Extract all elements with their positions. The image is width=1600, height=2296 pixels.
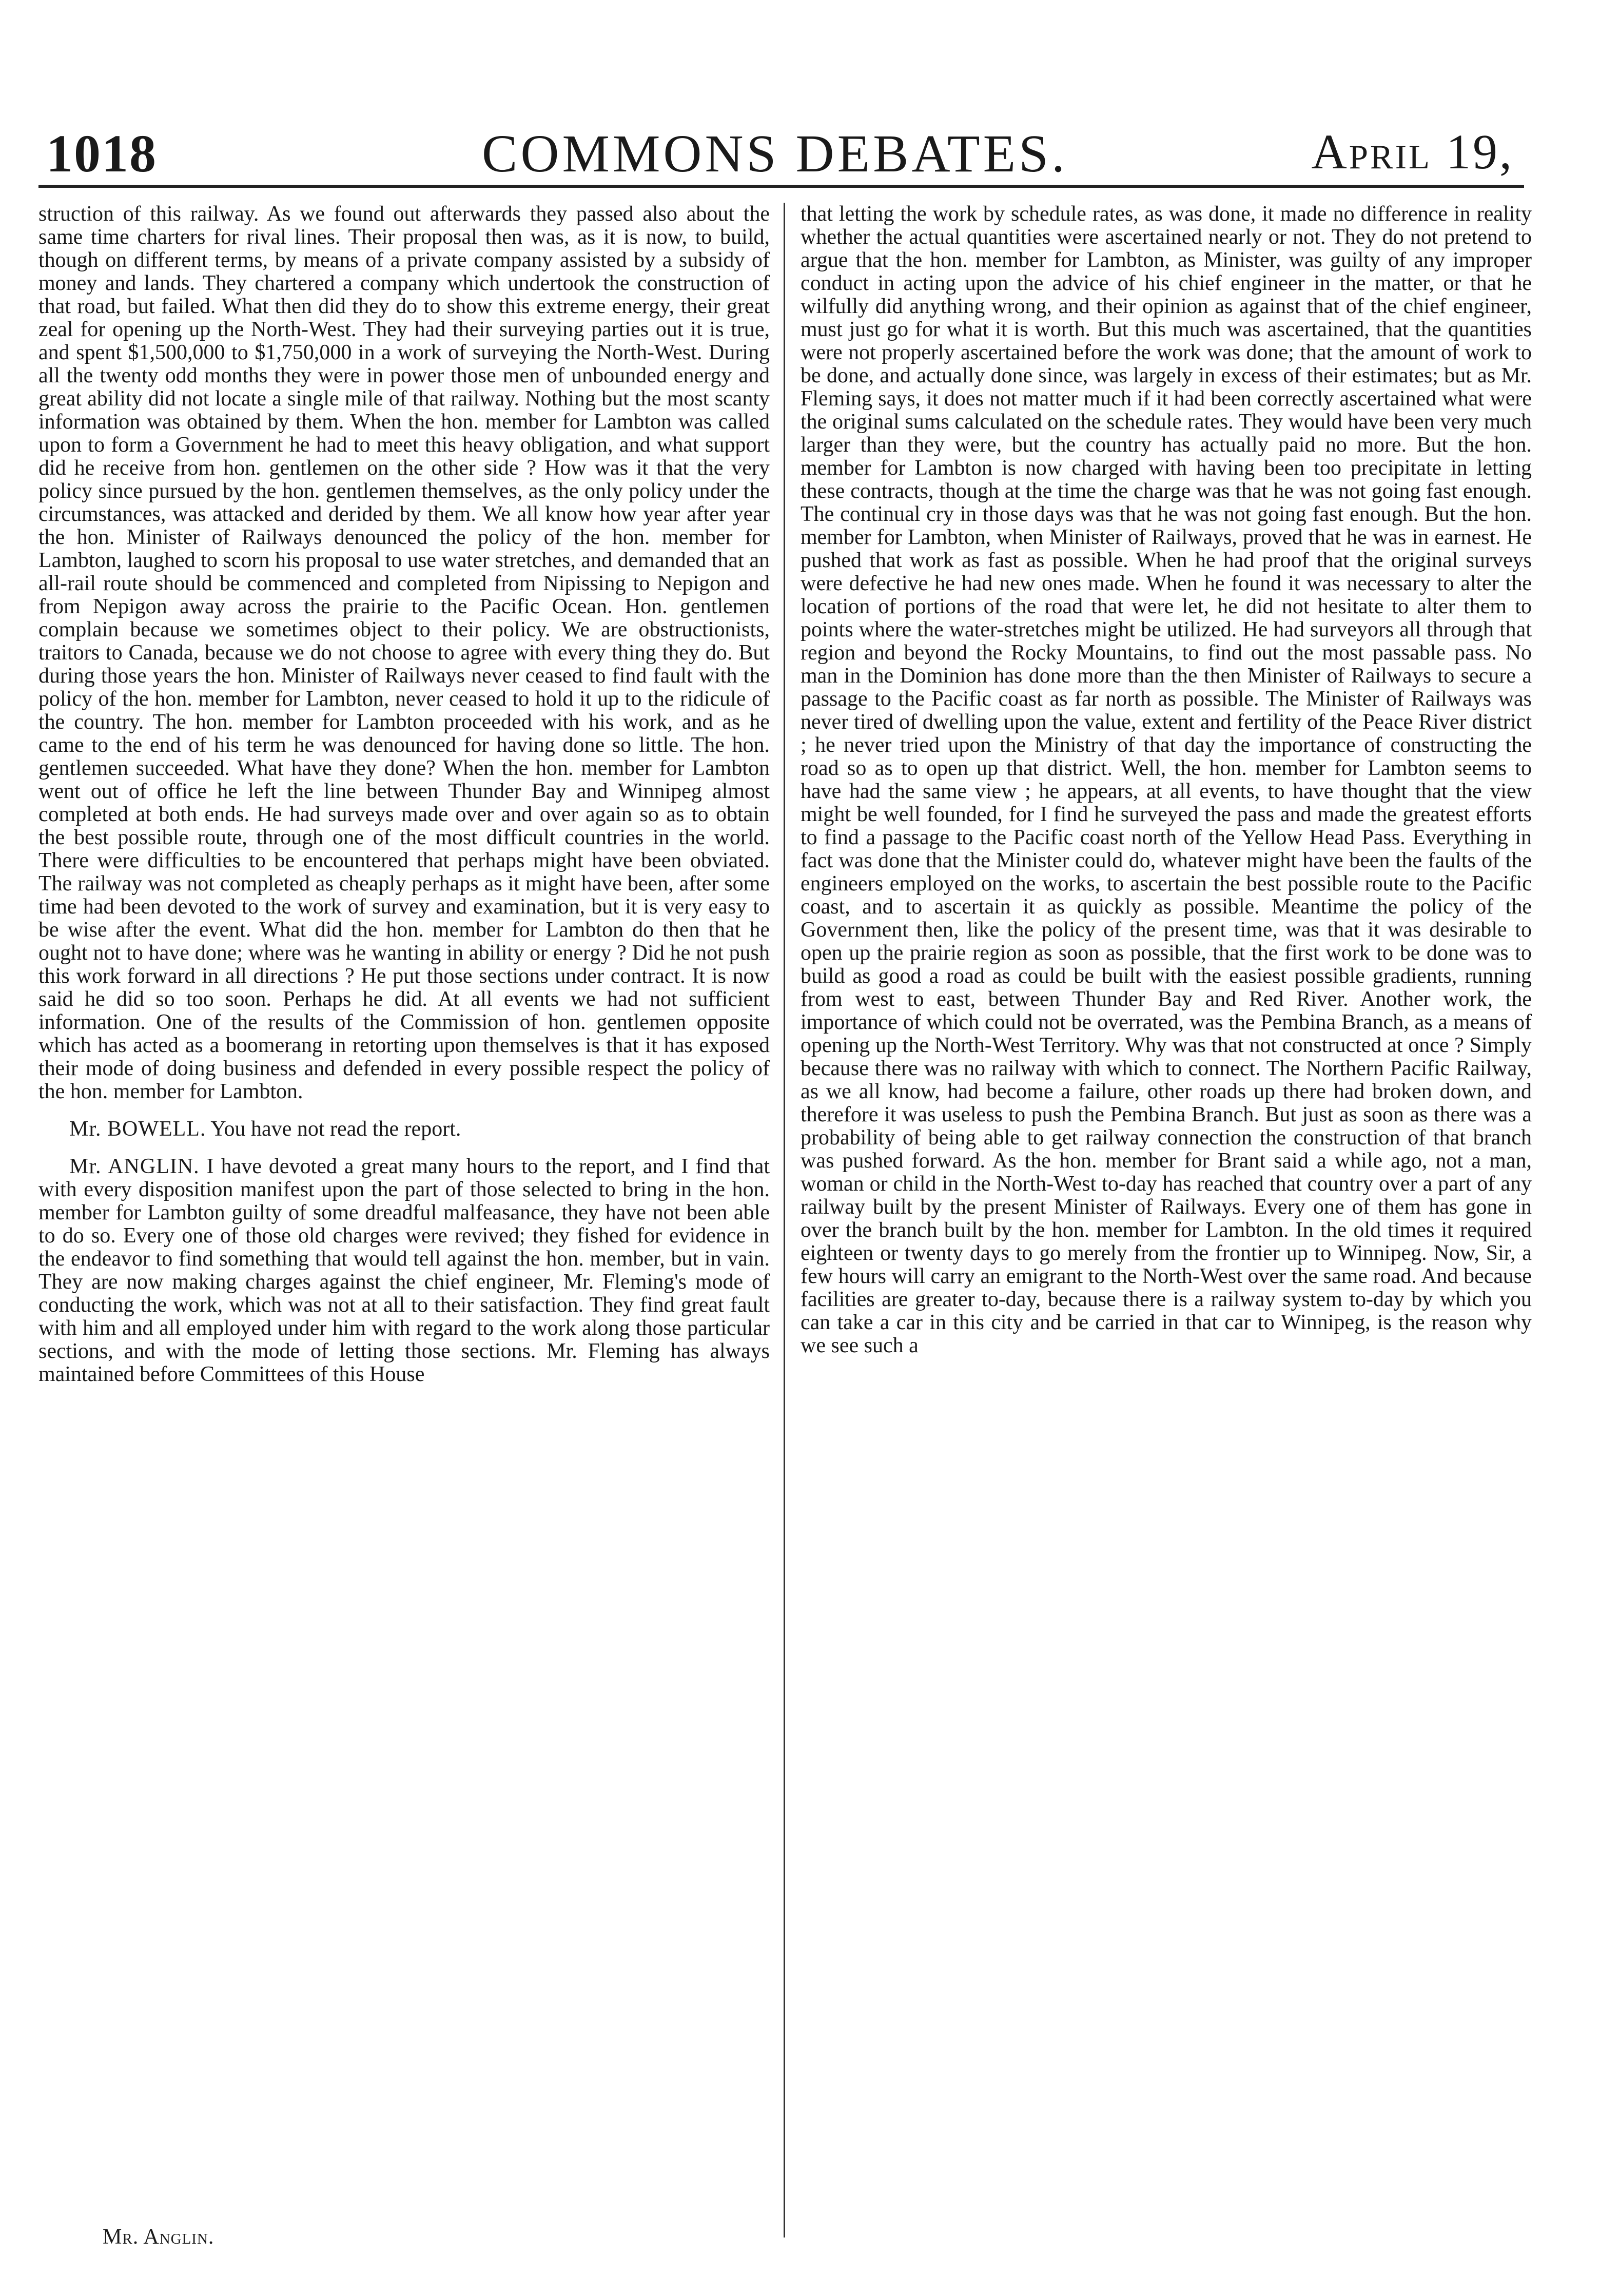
publication-title: COMMONS DEBATES. xyxy=(482,124,1068,183)
left-paragraph-1: struction of this railway. As we found out afterwards they passed also about the same time charters for rival lines. Their proposal then was, as it is now, to build, though on different terms, by means of a private company assisted by a subsidy of money and lands. They chartered a company which undertook the construction of that road, but failed. What then did they do to show this extreme energy, their great zeal for opening up the North-West. They had their surveying parties out it is true, and spent $1,500,000 to $1,750,000 in a work of surveying the North-West. During all the twenty odd months they were in power those men of unbounded energy and great ability did not locate a single mile of that railway. Nothing but the most scanty information was obtained by them. When the hon. member for Lambton was called upon to form a Government he had to meet this heavy obligation, and what support did he receive from hon. gentlemen on the other side ? How was it that the very policy since pursued by the hon. gentlemen themselves, as the only policy under the circumstances, was attacked and derided by them. We all know how year after year the hon. Minister of Railways denounced the policy of the hon. member for Lambton, laughed to scorn his proposal to use water stretches, and demanded that an all-rail route should be commenced and completed from Nipissing to Nepigon and from Nepigon away across the prairie to the Pacific Ocean. Hon. gentlemen complain because we sometimes object to their policy. We are obstructionists, traitors to Canada, because we do not choose to agree with every thing they do. But during those years the hon. Minister of Railways never ceased to find fault with the policy of the hon. member for Lambton, never ceased to hold it up to the ridicule of the country. The hon. member for Lambton proceeded with his work, and as he came to the end of his term he was denounced for having done so little. The hon. gentlemen succeeded. What have they done? When the hon. member for Lambton went out of office he left the line between Thunder Bay and Winnipeg almost completed at both ends. He had surveys made over and over again so as to obtain the best possible route, through one of the most difficult countries in the world. There were difficulties to be encountered that perhaps might have been obviated. The railway was not completed as cheaply perhaps as it might have been, after some time had been devoted to the work of survey and examination, but it is very easy to be wise after the event. What did the hon. member for Lambton do then that he ought not to have done; where was he wanting in ability or energy ? Did he not push this work forward in all directions ? He put those sections under contract. It is now said he did so too soon. Perhaps he did. At all events we had not sufficient information. One of the results of the Commission of hon. gentlemen opposite which has acted as a boomerang in retorting upon themselves is that it has exposed their mode of doing business and defended in every possible respect the policy of the hon. member for Lambton. xyxy=(38,203,770,1103)
right-column xyxy=(801,203,1532,2237)
page-header xyxy=(36,103,1514,185)
bowell-paragraph xyxy=(38,1118,770,1141)
anglin-paragraph xyxy=(38,1155,770,1386)
column-divider xyxy=(784,203,785,2237)
speech-text: You have not read the report. xyxy=(210,1117,461,1141)
speaker-name: Mr. ANGLIN. xyxy=(69,1155,200,1178)
page-number: 1018 xyxy=(46,124,157,183)
right-paragraph-1: that letting the work by schedule rates, as was done, it made no difference in reality whether the actual quantities were ascertained nearly or not. They do not pretend to argue that the hon. member for Lambton, as Minister, was guilty of any improper conduct in acting upon the advice of his chief engineer in the matter, or that he wilfully did anything wrong, and their opinion as against that of the chief engineer, must just go for what it is worth. But this much was ascertained, that the quantities were not properly ascertained before the work was done; that the amount of work to be done, and actually done since, was largely in excess of their estimates; but as Mr. Fleming says, it does not matter much if it had been correctly ascertained what were the original sums calculated on the schedule rates. They would have been very much larger than they were, but the country has actually paid no more. But the hon. member for Lambton is now charged with having been too precipitate in letting these contracts, though at the time the charge was that he was not going fast enough. The continual cry in those days was that he was not going fast enough. But the hon. member for Lambton, when Minister of Railways, proved that he was in earnest. He pushed that work as fast as possible. When he had proof that the original surveys were defective he had new ones made. When he found it was necessary to alter the location of portions of the road that were let, he did not hesitate to alter them to points where the water-stretches might be utilized. He had surveyors all through that region and beyond the Rocky Mountains, to find out the most passable pass. No man in the Dominion has done more than the then Minister of Railways to secure a passage to the Pacific coast as far north as possible. The Minister of Railways was never tired of dwelling upon the value, extent and fertility of the Peace River district ; he never tried upon the Ministry of that day the importance of constructing the road so as to open up that district. Well, the hon. member for Lambton seems to have had the same view ; he appears, at all events, to have thought that the view might be well founded, for I find he surveyed the pass and made the greatest efforts to find a passage to the Pacific coast north of the Yellow Head Pass. Everything in fact was done that the Minister could do, whatever might have been the faults of the engineers employed on the works, to ascertain the best possible route to the Pacific coast, and to ascertain it as quickly as possible. Meantime the policy of the Government then, like the policy of the present time, was that it was desirable to open up the prairie region as soon as possible, that the first work to be done was to build as good a road as could be built with the easiest possible gradients, running from west to east, between Thunder Bay and Red River. Another work, the importance of which could not be overrated, was the Pembina Branch, as a means of opening up the North-West Territory. Why was that not constructed at once ? Simply because there was no railway with which to connect. The Northern Pacific Railway, as we all know, had become a failure, other roads up there had broken down, and therefore it was useless to push the Pembina Branch. But just as soon as there was a probability of being able to get railway connection the construction of that branch was pushed forward. As the hon. member for Brant said a while ago, not a man, woman or child in the North-West to-day has reached that country over a part of any railway built by the present Minister of Railways. Every one of them has gone in over the branch built by the hon. member for Lambton. In the old times it required eighteen or twenty days to go merely from the frontier up to Winnipeg. Now, Sir, a few hours will carry an emigrant to the North-West over the same road. And because facilities are greater to-day, because there is a railway system to-day by which you can take a car in this city and be carried in that car to Winnipeg, is the reason why we see such a xyxy=(801,203,1532,1357)
speaker-name: Mr. BOWELL. xyxy=(69,1117,206,1141)
left-column xyxy=(38,203,770,2222)
footer-speaker-mark: Mr. Anglin. xyxy=(103,2225,214,2249)
page-date: April 19, xyxy=(1311,124,1514,179)
speech-text: I have devoted a great many hours to the report, and I find that with every disposition manifest upon the part of those selected to bring in the hon. member for Lambton guilty of some dreadful malfeasance, they have not been able to do so. Every one of those old charges were revived; they fished for evidence in the endeavor to find something that would tell against the hon. member, but in vain. They are now making charges against the chief engineer, Mr. Fleming's mode of conducting the work, which was not at all to their satisfaction. They find great fault with him and all employed under him with regard to the work along those particular sections, and with the mode of letting those sections. Mr. Fleming has always maintained before Committees of this House xyxy=(38,1155,770,1386)
header-rule xyxy=(38,185,1524,188)
